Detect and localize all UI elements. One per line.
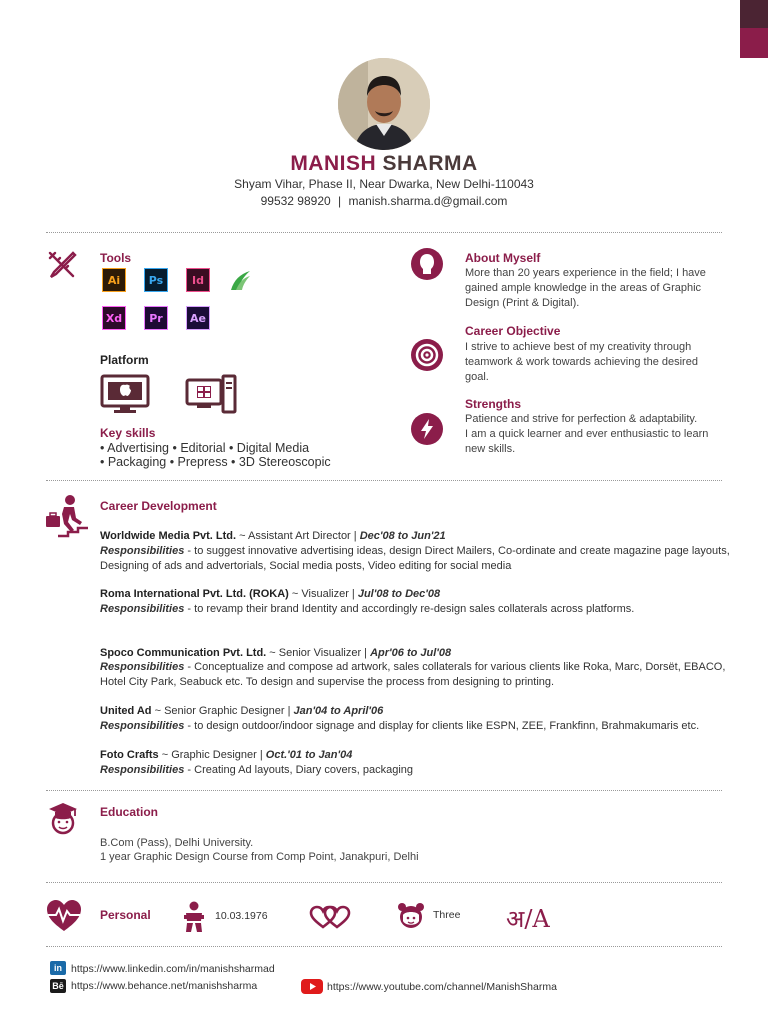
company-name: Foto Crafts — [100, 749, 159, 761]
youtube-link[interactable]: https://www.youtube.com/channel/ManishSharma — [327, 981, 557, 993]
contact-line — [0, 194, 768, 208]
job-period: Apr'06 to Jul'08 — [370, 647, 452, 659]
education-heading: Education — [100, 805, 159, 819]
job-period: Jan'04 to April'06 — [293, 705, 384, 717]
strengths-text: new skills. — [465, 443, 516, 455]
email[interactable]: manish.sharma.d@gmail.com — [348, 194, 508, 208]
key-skills-line: • Packaging • Prepress • 3D Stereoscopic — [100, 455, 331, 469]
personal-heading: Personal — [100, 908, 151, 922]
divider — [46, 480, 722, 481]
responsibilities-label: Responsibilities — [100, 661, 185, 673]
job-title-line — [100, 587, 730, 602]
baby-icon — [183, 901, 205, 933]
divider — [46, 882, 722, 883]
phone: 99532 98920 — [260, 194, 331, 208]
corner-block-dark — [740, 0, 768, 28]
tools-heading: Tools — [100, 251, 132, 265]
profile-photo — [338, 58, 430, 150]
responsibilities-text: - Conceptualize and compose ad artwork, sales collaterals for various clients like Roka, Marc, Dorsët, EBACO, — [184, 661, 726, 673]
last-name: SHARMA — [382, 152, 478, 175]
responsibilities-text: - to design outdoor/indoor signage and display for clients like ESPN, ZEE, Frankfinn, Brahmakumaris etc. — [184, 720, 700, 732]
key-skills-heading: Key skills — [100, 426, 156, 440]
job-title-line — [100, 529, 730, 544]
job-role: ~ Senior Visualizer | — [266, 647, 371, 659]
job-responsibilities — [100, 763, 730, 778]
indesign-icon: Id — [186, 268, 210, 292]
divider — [46, 232, 722, 233]
responsibilities-label: Responsibilities — [100, 764, 185, 776]
objective-text: teamwork & work towards achieving the desired — [465, 356, 698, 368]
key-skills-line: • Advertising • Editorial • Digital Media — [100, 441, 310, 455]
lightning-icon — [411, 413, 443, 445]
responsibilities-text: - to suggest innovative advertising ideas, design Direct Mailers, Co-ordinate and create magazine page layouts, — [184, 545, 730, 557]
contact-separator: | — [338, 194, 342, 208]
target-icon — [411, 339, 443, 371]
behance-link[interactable]: https://www.behance.net/manishsharma — [71, 980, 258, 992]
job-responsibilities — [100, 602, 730, 617]
portrait-illustration — [338, 58, 430, 150]
first-name: MANISH — [290, 152, 377, 175]
career-heading: Career Development — [100, 499, 217, 513]
photoshop-icon: Ps — [144, 268, 168, 292]
career-climb-icon — [44, 494, 90, 538]
linkedin-icon[interactable]: in — [50, 961, 66, 975]
divider — [46, 790, 722, 791]
job-responsibilities — [100, 660, 730, 675]
job-responsibilities — [100, 544, 730, 559]
job-responsibilities — [100, 719, 730, 734]
graduate-icon — [45, 800, 81, 836]
responsibilities-text: Hotel City Park, Seabuck etc. To design and supervise the process from designing to printing. — [100, 676, 555, 688]
head-profile-icon — [411, 248, 443, 280]
linkedin-link[interactable]: https://www.linkedin.com/in/manishsharmad — [71, 963, 275, 975]
responsibilities-text: - to revamp their brand Identity and accordingly re-design sales collaterals across platforms. — [184, 603, 635, 615]
premiere-icon: Pr — [144, 306, 168, 330]
strengths-text: I am a quick learner and ever enthusiastic to learn — [465, 428, 709, 440]
strengths-text: Patience and strive for perfection & adaptability. — [465, 413, 698, 425]
youtube-icon[interactable] — [301, 979, 323, 994]
company-name: United Ad — [100, 705, 152, 717]
education-text: B.Com (Pass), Delhi University. — [100, 837, 254, 849]
responsibilities-label: Responsibilities — [100, 603, 185, 615]
platform-heading: Platform — [100, 353, 149, 367]
strengths-heading: Strengths — [465, 397, 522, 411]
job-period: Dec'08 to Jun'21 — [359, 530, 446, 542]
xd-icon: Xd — [102, 306, 126, 330]
about-text: More than 20 years experience in the field; I have — [465, 267, 706, 279]
responsibilities-text: Designing of ads and advertorials, Social media posts, Video editing for social media — [100, 560, 512, 572]
divider — [46, 946, 722, 947]
windows-pc-icon — [185, 374, 237, 414]
pencil-ruler-icon — [46, 249, 78, 281]
child-girl-icon — [396, 901, 426, 933]
heartbeat-icon — [45, 899, 83, 933]
job-role: ~ Graphic Designer | — [158, 749, 266, 761]
objective-text: goal. — [465, 371, 489, 383]
job-period: Oct.'01 to Jan'04 — [265, 749, 353, 761]
job-role: ~ Assistant Art Director | — [236, 530, 360, 542]
coreldraw-icon — [228, 268, 253, 293]
job-title-line — [100, 704, 730, 719]
about-text: Design (Print & Digital). — [465, 297, 580, 309]
responsibilities-text: - Creating Ad layouts, Diary covers, packaging — [184, 764, 414, 776]
children-count: Three — [433, 909, 461, 921]
education-text: 1 year Graphic Design Course from Comp Point, Janakpuri, Delhi — [100, 851, 419, 863]
after-effects-icon: Ae — [186, 306, 210, 330]
objective-heading: Career Objective — [465, 324, 561, 338]
about-text: gained ample knowledge in the areas of Graphic — [465, 282, 702, 294]
corner-block-accent — [740, 28, 768, 58]
job-role: ~ Visualizer | — [288, 588, 358, 600]
about-heading: About Myself — [465, 251, 541, 265]
job-role: ~ Senior Graphic Designer | — [151, 705, 294, 717]
mac-monitor-icon — [100, 374, 150, 414]
company-name: Spoco Communication Pvt. Ltd. — [100, 647, 267, 659]
company-name: Roma International Pvt. Ltd. (ROKA) — [100, 588, 289, 600]
language-symbol: अ/A — [506, 905, 550, 933]
linked-hearts-icon — [309, 905, 351, 929]
job-title-line — [100, 748, 730, 763]
candidate-name — [0, 152, 768, 176]
responsibilities-label: Responsibilities — [100, 720, 185, 732]
address: Shyam Vihar, Phase II, Near Dwarka, New Delhi-110043 — [234, 177, 534, 191]
job-period: Jul'08 to Dec'08 — [357, 588, 441, 600]
behance-icon[interactable]: Bē — [50, 979, 66, 993]
objective-text: I strive to achieve best of my creativity through — [465, 341, 692, 353]
job-title-line — [100, 646, 730, 661]
company-name: Worldwide Media Pvt. Ltd. — [100, 530, 237, 542]
date-of-birth: 10.03.1976 — [215, 910, 268, 922]
illustrator-icon: Ai — [102, 268, 126, 292]
responsibilities-label: Responsibilities — [100, 545, 185, 557]
